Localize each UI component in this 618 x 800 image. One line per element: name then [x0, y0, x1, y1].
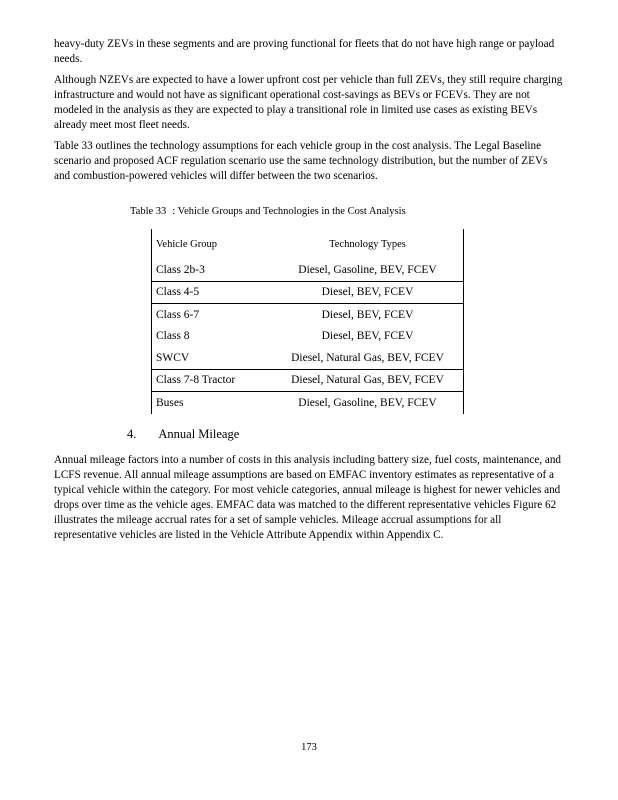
table-row — [152, 259, 464, 281]
table-cell-vehicle-group: Class 7-8 Tractor — [152, 369, 273, 392]
table-row — [152, 281, 464, 304]
table-cell-technology: Diesel, Gasoline, BEV, FCEV — [272, 259, 464, 281]
table-cell-technology: Diesel, BEV, FCEV — [272, 326, 464, 348]
table-cell-technology: Diesel, Natural Gas, BEV, FCEV — [272, 347, 464, 369]
table-cell-vehicle-group: Class 6-7 — [152, 304, 273, 326]
table-cell-vehicle-group: Class 8 — [152, 326, 273, 348]
table-caption — [130, 206, 480, 217]
body-paragraph-2: Although NZEVs are expected to have a lower upfront cost per vehicle than full ZEVs, they still require charging infrastructure and would not have as significant operational cost-savings as BEVs or FCEVs. They are not modeled in the analysis as they are expected to play a transitional role in limited use cases as existing BEVs already meet most fleet needs. — [54, 74, 563, 131]
table-header-technology-types: Technology Types — [272, 229, 464, 259]
table-caption-title: : Vehicle Groups and Technologies in the Cost Analysis — [172, 206, 406, 217]
table-row — [152, 304, 464, 326]
table-row — [152, 326, 464, 348]
table-cell-vehicle-group: SWCV — [152, 347, 273, 369]
table-row — [152, 347, 464, 369]
table-row — [152, 392, 464, 414]
body-paragraph-1: heavy-duty ZEVs in these segments and are proving functional for fleets that do not have high range or payload needs. — [54, 38, 555, 65]
section-number: 4. — [127, 427, 137, 441]
table-cell-technology: Diesel, Gasoline, BEV, FCEV — [272, 392, 464, 414]
table-cell-vehicle-group: Class 2b-3 — [152, 259, 273, 281]
section-title: Annual Mileage — [158, 427, 240, 441]
vehicle-technology-table — [151, 229, 464, 414]
body-paragraph-4: Annual mileage factors into a number of costs in this analysis including battery size, fuel costs, maintenance, and LCFS revenue. All annual mileage assumptions are based on EMFAC inventory estimates as representative of a typical vehicle within the category. For most vehicle categories, annual mileage is highest for newer vehicles and drops over time as the vehicle ages. EMFAC data was matched to the different representative vehicles Figure 62 illustrates the mileage accrual rates for a set of sample vehicles. Mileage accrual assumptions for all representative vehicles are listed in the Vehicle Attribute Appendix within Appendix C. — [54, 454, 562, 541]
table-caption-label: Table 33 — [130, 206, 167, 217]
table-cell-technology: Diesel, BEV, FCEV — [272, 304, 464, 326]
table-cell-vehicle-group: Buses — [152, 392, 273, 414]
table-cell-vehicle-group: Class 4-5 — [152, 281, 273, 304]
table-header-vehicle-group: Vehicle Group — [152, 229, 273, 259]
page-number: 173 — [301, 742, 317, 753]
table-cell-technology: Diesel, BEV, FCEV — [272, 281, 464, 304]
body-paragraph-3: Table 33 outlines the technology assumptions for each vehicle group in the cost analysis. The Legal Baseline scenario and proposed ACF regulation scenario use the same technology distribution, but the number of ZEVs and combustion-powered vehicles will differ between the two scenarios. — [54, 140, 548, 182]
table-row — [152, 369, 464, 392]
section-heading — [127, 427, 239, 442]
table-cell-technology: Diesel, Natural Gas, BEV, FCEV — [272, 369, 464, 392]
